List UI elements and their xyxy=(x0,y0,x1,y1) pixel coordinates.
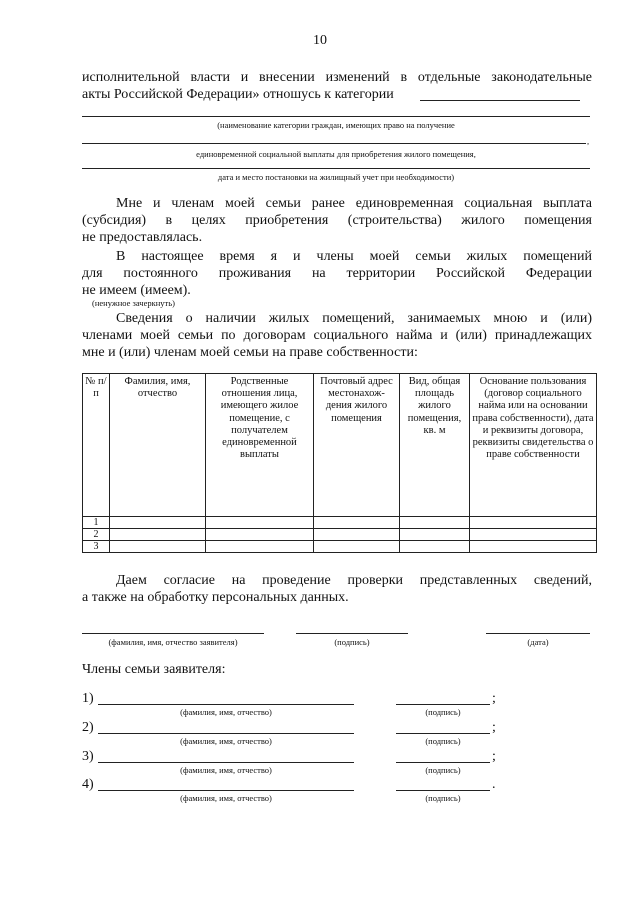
date-caption: (дата) xyxy=(527,637,549,647)
table-row xyxy=(83,541,597,553)
applicant-signature-caption: (подпись) xyxy=(334,637,370,647)
table-cell[interactable] xyxy=(470,541,597,553)
member-2-signature-line[interactable] xyxy=(396,733,490,734)
member-4-signature-caption: (подпись) xyxy=(425,793,461,803)
consent-line-1: Даем согласие на проведение проверки представленных сведений, xyxy=(116,573,592,588)
table-cell[interactable] xyxy=(400,529,470,541)
page-number: 10 xyxy=(313,33,327,48)
comma: , xyxy=(587,136,590,146)
category-caption: (наименование категории граждан, имеющих право на получение xyxy=(217,120,455,130)
table-cell[interactable] xyxy=(206,517,314,529)
table-cell[interactable] xyxy=(470,517,597,529)
family-title: Члены семьи заявителя: xyxy=(82,662,226,677)
member-3-signature-line[interactable] xyxy=(396,762,490,763)
member-2-end: ; xyxy=(492,720,496,735)
table-cell[interactable] xyxy=(314,529,400,541)
member-2-number: 2) xyxy=(82,720,94,735)
row-number: 2 xyxy=(83,529,110,541)
member-1-fio-caption: (фамилия, имя, отчество) xyxy=(180,707,272,717)
table-cell[interactable] xyxy=(110,517,206,529)
member-4-end: . xyxy=(492,777,496,792)
member-3-fio-line[interactable] xyxy=(98,762,354,763)
table-cell[interactable] xyxy=(314,517,400,529)
member-1-signature-caption: (подпись) xyxy=(425,707,461,717)
para1-line-1: Мне и членам моей семьи ранее единовременная социальная выплата xyxy=(116,196,592,211)
date-line[interactable] xyxy=(486,633,590,634)
member-3-end: ; xyxy=(492,749,496,764)
member-2-fio-line[interactable] xyxy=(98,733,354,734)
table-cell[interactable] xyxy=(110,541,206,553)
table-cell[interactable] xyxy=(206,541,314,553)
member-2-signature-caption: (подпись) xyxy=(425,736,461,746)
para2-line-1: В настоящее время я и члены моей семьи жилых помещений xyxy=(116,249,592,264)
category-line[interactable] xyxy=(82,116,590,117)
member-4-fio-line[interactable] xyxy=(98,790,354,791)
housing-table xyxy=(82,373,597,553)
date-place-line[interactable] xyxy=(82,168,590,169)
payment-caption: единовременной социальной выплаты для приобретения жилого помещения, xyxy=(196,149,476,159)
member-4-fio-caption: (фамилия, имя, отчество) xyxy=(180,793,272,803)
col-fio-header: Фамилия, имя, отчество xyxy=(110,374,206,517)
table-cell[interactable] xyxy=(400,517,470,529)
para2-line-3: не имеем (имеем). xyxy=(82,283,191,298)
intro-line-1: исполнительной власти и внесении изменений в отдельные законодательные xyxy=(82,70,592,85)
table-cell[interactable] xyxy=(110,529,206,541)
row-number: 3 xyxy=(83,541,110,553)
member-3-signature-caption: (подпись) xyxy=(425,765,461,775)
para2-line-2: для постоянного проживания на территории Российской Федерации xyxy=(82,266,592,281)
table-cell[interactable] xyxy=(314,541,400,553)
member-4-number: 4) xyxy=(82,777,94,792)
table-header-row xyxy=(83,374,597,517)
para1-line-2: (субсидия) в целях приобретения (строительства) жилого помещения xyxy=(82,213,592,228)
table-cell[interactable] xyxy=(470,529,597,541)
member-4-signature-line[interactable] xyxy=(396,790,490,791)
table-cell[interactable] xyxy=(400,541,470,553)
payment-line[interactable] xyxy=(82,143,586,144)
category-field-line[interactable] xyxy=(420,100,580,101)
date-place-caption: дата и место постановки на жилищный учет при необходимости) xyxy=(217,172,455,182)
member-1-end: ; xyxy=(492,691,496,706)
para1-line-3: не предоставлялась. xyxy=(82,230,203,245)
col-number-header: № п/п xyxy=(83,374,110,517)
table-cell[interactable] xyxy=(206,529,314,541)
applicant-fio-caption: (фамилия, имя, отчество заявителя) xyxy=(108,637,238,647)
col-address-header: Почтовый адрес местонахож-дения жилого помещения xyxy=(314,374,400,517)
intro-line-2: акты Российской Федерации» отношусь к категории xyxy=(82,87,394,102)
member-1-signature-line[interactable] xyxy=(396,704,490,705)
row-number: 1 xyxy=(83,517,110,529)
para2-note: (ненужное зачеркнуть) xyxy=(92,298,175,308)
member-1-number: 1) xyxy=(82,691,94,706)
para3-line-2: членами моей семьи по договорам социального найма и (или) принадлежащих xyxy=(82,328,592,343)
member-3-fio-caption: (фамилия, имя, отчество) xyxy=(180,765,272,775)
consent-line-2: а также на обработку персональных данных. xyxy=(82,590,349,605)
applicant-signature-line[interactable] xyxy=(296,633,408,634)
applicant-fio-line[interactable] xyxy=(82,633,264,634)
member-1-fio-line[interactable] xyxy=(98,704,354,705)
col-area-header: Вид, общая площадь жилого помещения, кв. м xyxy=(400,374,470,517)
member-2-fio-caption: (фамилия, имя, отчество) xyxy=(180,736,272,746)
table-row xyxy=(83,529,597,541)
col-relation-header: Родственные отношения лица, имеющего жилое помещение, с получателем единовременной выплаты xyxy=(206,374,314,517)
member-3-number: 3) xyxy=(82,749,94,764)
para3-line-1: Сведения о наличии жилых помещений, занимаемых мною и (или) xyxy=(116,311,592,326)
para3-line-3: мне и (или) членам моей семьи на праве собственности: xyxy=(82,345,418,360)
table-row xyxy=(83,517,597,529)
col-basis-header: Основание пользования (договор социального найма или на основании права собственности), дата и реквизиты договора, реквизиты свидетельства о праве собственности xyxy=(470,374,597,517)
